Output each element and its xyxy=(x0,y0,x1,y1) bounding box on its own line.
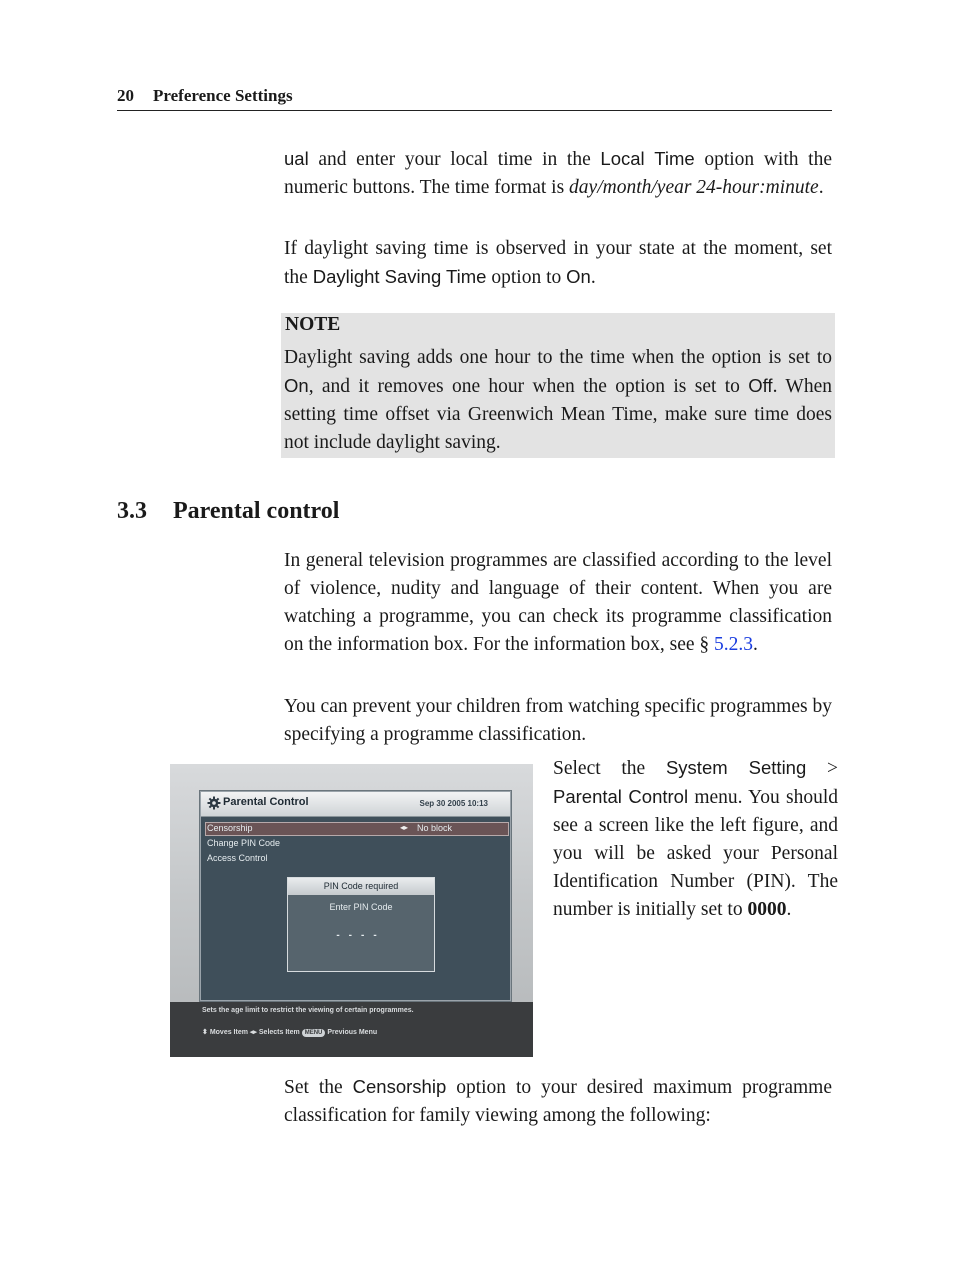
value-off: Off xyxy=(748,375,773,396)
value-on: On xyxy=(284,375,309,396)
section-title: Parental control xyxy=(173,498,340,524)
section-heading xyxy=(117,498,339,525)
text-fragment: option with the numeric buttons. The time format is xyxy=(284,149,832,198)
text-fragment: > xyxy=(806,758,839,779)
tv-datetime: Sep 30 2005 10:13 xyxy=(419,799,488,808)
text-fragment: . When setting time offset via Greenwich Mean Time, make sure time does not include daylight saving. xyxy=(284,376,832,453)
censorship-value: No block xyxy=(417,823,453,833)
note-text xyxy=(284,344,832,457)
menu-item-change-pin[interactable]: Change PIN Code xyxy=(207,838,281,848)
gear-icon xyxy=(207,796,221,810)
pin-input[interactable]: ---- xyxy=(336,930,386,941)
text-fragment: option to your desired maximum programme classification for family viewing among the following: xyxy=(284,1077,832,1126)
text-fragment: In general television programmes are classified according to the level of violence, nudity and language of their content. When you are watching a programme, you can check its programme classification on the information box. For the information box, see § xyxy=(284,550,832,655)
time-format: day/month/year 24-hour:minute xyxy=(569,177,819,198)
text-fragment: Select the xyxy=(553,758,666,779)
paragraph-classification xyxy=(284,547,832,659)
key-select-label: Selects Item xyxy=(258,1029,300,1036)
key-previous-label: Previous Menu xyxy=(327,1029,378,1036)
value-on: On xyxy=(566,266,591,287)
paragraph-local-time xyxy=(284,145,832,202)
note-title: NOTE xyxy=(285,314,341,335)
tv-menu-header xyxy=(201,792,510,817)
menu-item-access-control[interactable]: Access Control xyxy=(207,853,268,863)
menu-system-setting: System Setting xyxy=(665,757,807,778)
menu-parental-control: Parental Control xyxy=(553,786,689,807)
section-link[interactable]: 5.2.3 xyxy=(714,634,754,655)
key-legend xyxy=(202,1028,377,1037)
text-fragment: . xyxy=(786,899,792,920)
pin-dialog-title: PIN Code required xyxy=(288,878,434,895)
option-censorship: Censorship xyxy=(352,1076,447,1097)
tv-menu-panel xyxy=(200,791,511,1001)
left-right-arrows-icon: ◂▸ xyxy=(400,823,409,832)
pin-dialog xyxy=(287,877,435,972)
text-fragment: , and it removes one hour when the option is set to xyxy=(308,376,749,397)
paragraph-select-menu xyxy=(553,754,838,924)
paragraph-daylight-saving xyxy=(284,235,832,292)
text-fragment: Daylight saving adds one hour to the time when the option is set to xyxy=(284,347,832,368)
page-number: 20 xyxy=(117,86,134,105)
up-down-arrows-icon: ⬍ xyxy=(202,1029,208,1036)
parental-control-screenshot xyxy=(170,764,533,1057)
text-fragment: and enter your local time in the xyxy=(308,149,601,170)
menu-key-icon: MENU xyxy=(302,1029,326,1037)
option-local-time: Local Time xyxy=(600,148,695,169)
key-move-label: Moves Item xyxy=(209,1029,248,1036)
left-right-arrows-icon: ◂▸ xyxy=(249,1029,257,1036)
menu-item-censorship[interactable]: Censorship xyxy=(207,823,253,833)
tv-menu-title: Parental Control xyxy=(223,796,309,808)
default-pin: 0000 xyxy=(747,899,787,920)
section-number: 3.3 xyxy=(117,498,147,524)
running-head xyxy=(117,86,832,111)
paragraph-censorship xyxy=(284,1073,832,1130)
pin-dialog-label: Enter PIN Code xyxy=(329,902,393,912)
help-text: Sets the age limit to restrict the viewing of certain programmes. xyxy=(202,1007,414,1014)
text-fragment: menu. You should see a screen like the left figure, and you will be asked your Personal Identification Number (PIN). The number is initially set to xyxy=(553,787,838,920)
text-fragment: ual xyxy=(284,148,309,169)
option-daylight-saving-time: Daylight Saving Time xyxy=(312,266,487,287)
text-fragment: . xyxy=(818,177,824,198)
text-fragment: Set the xyxy=(284,1077,353,1098)
text-fragment: . xyxy=(753,634,758,655)
text-fragment: . xyxy=(590,267,596,288)
chapter-title: Preference Settings xyxy=(153,86,293,105)
text-fragment: If daylight saving time is observed in your state at the moment, set the xyxy=(284,238,832,288)
tv-help-bar xyxy=(170,1002,533,1057)
text-fragment: option to xyxy=(486,267,567,288)
paragraph-prevent: You can prevent your children from watching specific programmes by specifying a programme classification. xyxy=(284,696,832,745)
